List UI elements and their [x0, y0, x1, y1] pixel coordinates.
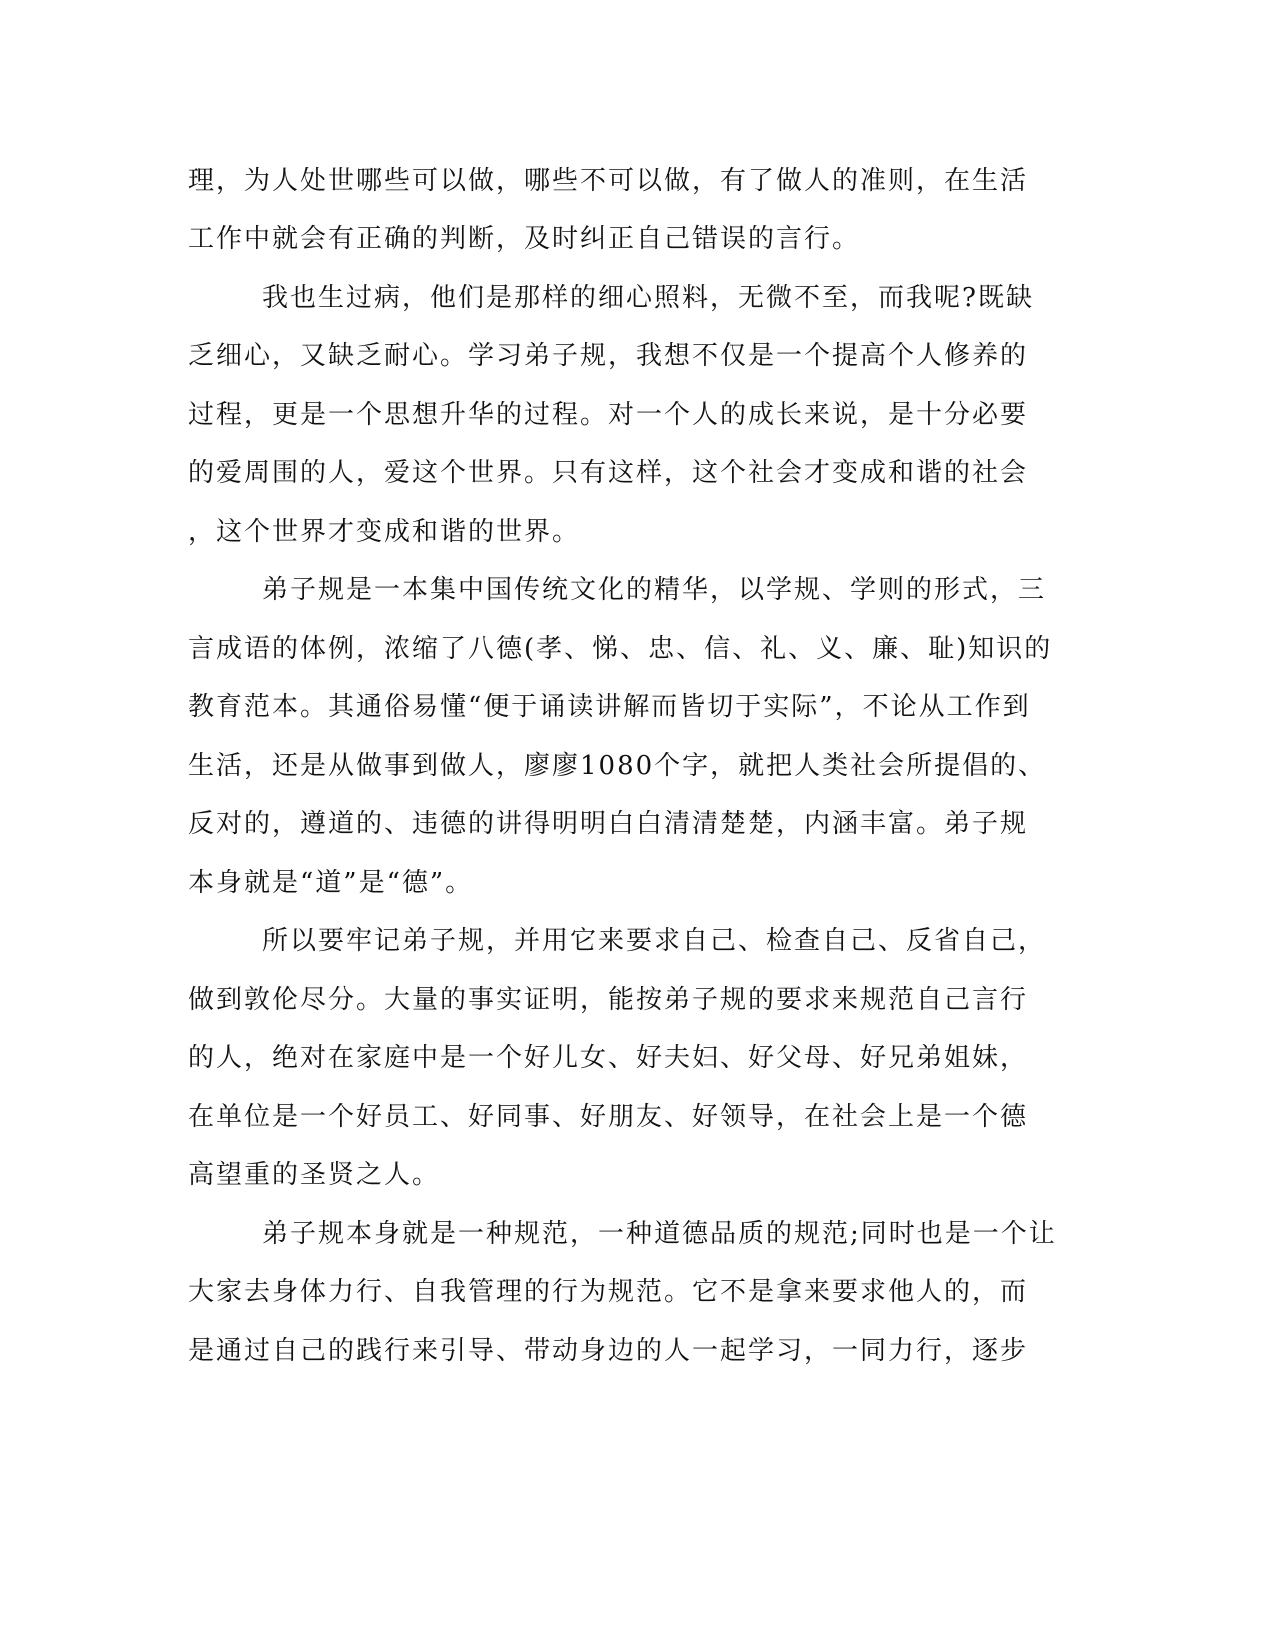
paragraph-line — [0, 395, 1275, 435]
paragraph-line — [0, 219, 1275, 259]
paragraph-3-line-2: 言成语的体例，浓缩了八德(孝、悌、忠、信、礼、义、廉、耻)知识的 — [188, 634, 1053, 664]
paragraph-line — [0, 453, 1275, 493]
paragraph-2-line-4: 的爱周围的人，爱这个世界。只有这样，这个社会才变成和谐的社会 — [188, 458, 1029, 488]
paragraph-2-line-5: ，这个世界才变成和谐的世界。 — [188, 517, 581, 547]
paragraph-4-line-2: 做到敦伦尽分。大量的事实证明，能按弟子规的要求来规范自己言行 — [188, 985, 1029, 1015]
paragraph-line — [0, 980, 1275, 1020]
paragraph-line — [0, 161, 1275, 201]
paragraph-5-line-2: 大家去身体力行、自我管理的行为规范。它不是拿来要求他人的，而 — [188, 1277, 1029, 1307]
paragraph-line — [0, 336, 1275, 376]
paragraph-2-line-3: 过程，更是一个思想升华的过程。对一个人的成长来说，是十分必要 — [188, 400, 1029, 430]
paragraph-line — [0, 921, 1275, 961]
paragraph-3-line-6: 本身就是“道”是“德”。 — [188, 868, 474, 898]
paragraph-line — [0, 687, 1275, 727]
paragraph-line — [0, 863, 1275, 903]
paragraph-3-line-4: 生活，还是从做事到做人，廖廖1080个字，就把人类社会所提倡的、 — [188, 751, 1047, 781]
paragraph-3-line-3: 教育范本。其通俗易懂“便于诵读讲解而皆切于实际”，不论从工作到 — [188, 692, 1031, 722]
paragraph-line — [0, 278, 1275, 318]
paragraph-2-line-1: 我也生过病，他们是那样的细心照料，无微不至，而我呢?既缺 — [262, 283, 1034, 313]
paragraph-line — [0, 1097, 1275, 1137]
paragraph-1-line-2: 工作中就会有正确的判断，及时纠正自己错误的言行。 — [188, 224, 861, 254]
paragraph-5-line-1: 弟子规本身就是一种规范，一种道德品质的规范;同时也是一个让 — [262, 1219, 1057, 1249]
paragraph-line — [0, 804, 1275, 844]
paragraph-line — [0, 1272, 1275, 1312]
paragraph-5-line-3: 是通过自己的践行来引导、带动身边的人一起学习，一同力行，逐步 — [188, 1336, 1029, 1366]
paragraph-1-line-1: 理，为人处世哪些可以做，哪些不可以做，有了做人的准则，在生活 — [188, 166, 1029, 196]
paragraph-4-line-5: 高望重的圣贤之人。 — [188, 1160, 441, 1190]
paragraph-line — [0, 1155, 1275, 1195]
paragraph-line — [0, 1214, 1275, 1254]
paragraph-4-line-3: 的人，绝对在家庭中是一个好儿女、好夫妇、好父母、好兄弟姐妹， — [188, 1043, 1029, 1073]
paragraph-4-line-4: 在单位是一个好员工、好同事、好朋友、好领导，在社会上是一个德 — [188, 1102, 1029, 1132]
paragraph-line — [0, 746, 1275, 786]
paragraph-line — [0, 570, 1275, 610]
paragraph-line — [0, 1038, 1275, 1078]
paragraph-line — [0, 512, 1275, 552]
paragraph-line — [0, 629, 1275, 669]
paragraph-line — [0, 1331, 1275, 1371]
paragraph-3-line-5: 反对的，遵道的、违德的讲得明明白白清清楚楚，内涵丰富。弟子规 — [188, 809, 1029, 839]
paragraph-3-line-1: 弟子规是一本集中国传统文化的精华，以学规、学则的形式，三 — [262, 575, 1047, 605]
paragraph-2-line-2: 乏细心，又缺乏耐心。学习弟子规，我想不仅是一个提高个人修养的 — [188, 341, 1029, 371]
paragraph-4-line-1: 所以要牢记弟子规，并用它来要求自己、检查自己、反省自己， — [262, 926, 1047, 956]
